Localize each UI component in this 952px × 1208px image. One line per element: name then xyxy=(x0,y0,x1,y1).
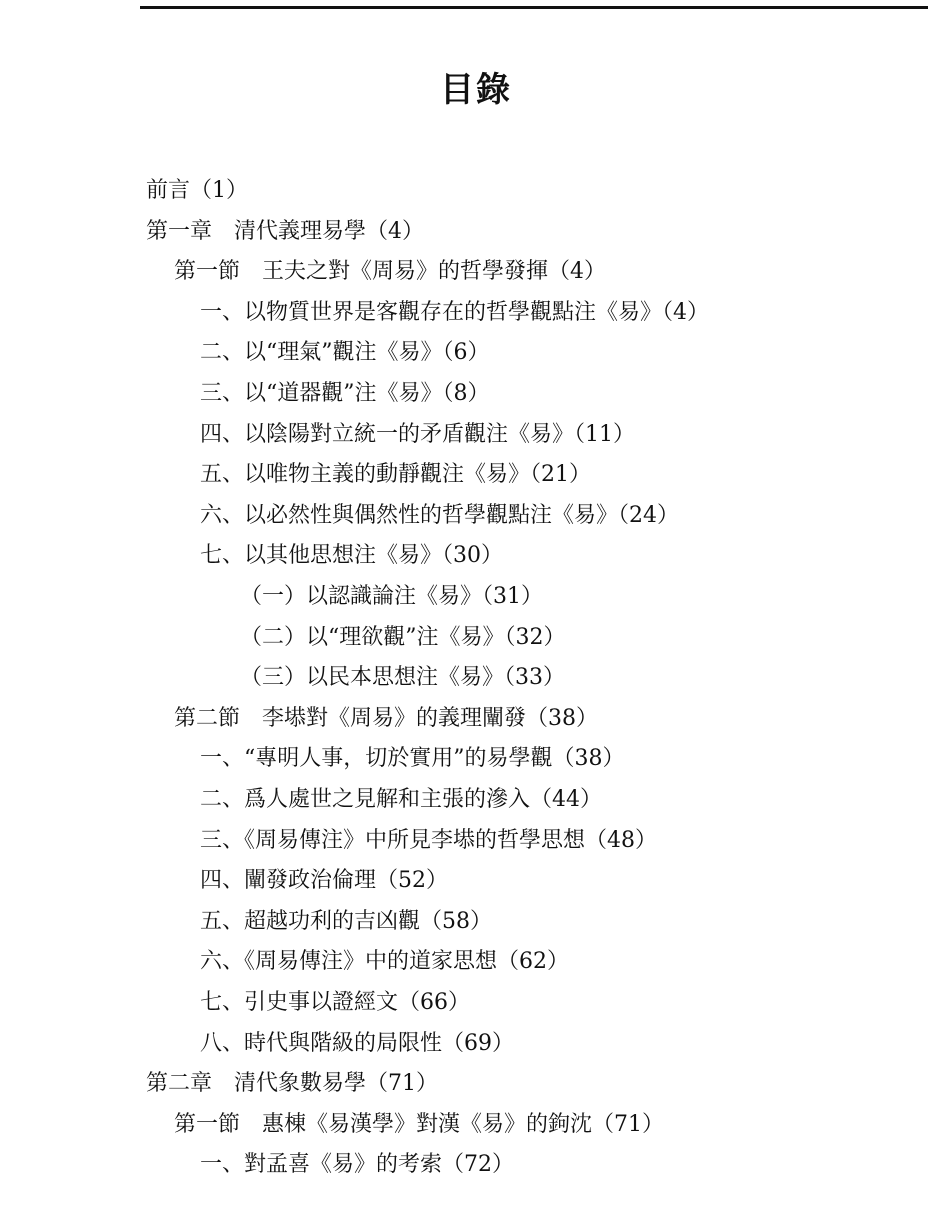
toc-entry-label: 一、以物質世界是客觀存在的哲學觀點注《易》（4） xyxy=(200,299,709,325)
toc-entry xyxy=(200,338,490,368)
toc-entry-label: 四、闡發政治倫理（52） xyxy=(200,868,448,894)
toc-entry xyxy=(200,826,657,856)
toc-entry xyxy=(200,420,635,450)
toc-entry-label: 一、對孟喜《易》的考索（72） xyxy=(200,1152,514,1178)
toc-entry-label: 清代象數易學（71） xyxy=(234,1071,439,1097)
toc-entry xyxy=(146,217,424,247)
toc-entry-label: （一）以認識論注《易》（31） xyxy=(240,584,543,609)
toc-entry-label: 三、《周易傳注》中所見李塨的哲學思想（48） xyxy=(200,827,657,853)
toc-entry-head: 第一節 xyxy=(174,1111,241,1137)
toc-entry-label: 前言（1） xyxy=(146,178,248,203)
toc-entry xyxy=(200,947,569,977)
toc-entry xyxy=(174,257,606,287)
toc-entry-label: （三）以民本思想注《易》（33） xyxy=(240,665,565,691)
toc-entry-label: 三、以“道器觀”注《易》（8） xyxy=(200,381,490,406)
toc-entry-label: （二）以“理欲觀”注《易》（32） xyxy=(240,624,566,650)
toc-entry-label: 清代義理易學（4） xyxy=(234,218,425,244)
toc-entry xyxy=(174,1110,664,1140)
toc-entry xyxy=(240,623,566,653)
toc-entry xyxy=(200,785,602,815)
toc-entry-head: 第一章 xyxy=(146,218,213,244)
toc-entry-head: 第二節 xyxy=(174,705,241,731)
toc-entry-label: 六、以必然性與偶然性的哲學觀點注《易》（24） xyxy=(200,502,679,528)
toc-entry-label: 一、“專明人事，切於實用”的易學觀（38） xyxy=(200,746,625,772)
toc-entry xyxy=(200,501,679,531)
toc-entry-label: 王夫之對《周易》的哲學發揮（4） xyxy=(262,259,607,285)
toc-entry-label: 五、超越功利的吉凶觀（58） xyxy=(200,908,492,934)
toc-entry xyxy=(240,663,565,693)
toc-entry xyxy=(240,582,543,612)
toc-entry xyxy=(146,176,248,206)
toc-entry xyxy=(200,298,709,328)
toc-entry-label: 七、以其他思想注《易》（30） xyxy=(200,543,503,569)
toc-entry-label: 二、爲人處世之見解和主張的滲入（44） xyxy=(200,787,602,812)
toc-entry xyxy=(200,379,490,409)
toc-entry-label: 六、《周易傳注》中的道家思想（62） xyxy=(200,949,569,975)
toc-entry xyxy=(200,988,470,1018)
toc-entry-label: 二、以“理氣”觀注《易》（6） xyxy=(200,340,490,366)
toc-entry-head: 第二章 xyxy=(146,1071,213,1097)
toc-entry-head: 第一節 xyxy=(174,259,241,285)
toc-entry xyxy=(200,541,503,571)
toc-entry xyxy=(200,1029,514,1059)
toc-entry xyxy=(200,1150,514,1180)
toc-entry-label: 五、以唯物主義的動靜觀注《易》（21） xyxy=(200,462,591,488)
toc-entry xyxy=(200,866,448,896)
toc-entry-label: 七、引史事以證經文（66） xyxy=(200,990,470,1015)
toc-entry-label: 惠棟《易漢學》對漢《易》的鉤沈（71） xyxy=(262,1111,665,1137)
toc-entry-label: 四、以陰陽對立統一的矛盾觀注《易》（11） xyxy=(200,421,635,447)
toc-entry xyxy=(200,907,492,937)
toc-entry xyxy=(200,744,625,774)
toc-entry xyxy=(200,460,591,490)
toc-entry xyxy=(146,1069,438,1099)
page-title: 目錄 xyxy=(440,70,512,110)
toc-entry xyxy=(174,704,598,734)
toc-entry-label: 八、時代與階級的局限性（69） xyxy=(200,1030,514,1056)
toc-entry-label: 李塨對《周易》的義理闡發（38） xyxy=(262,705,599,731)
